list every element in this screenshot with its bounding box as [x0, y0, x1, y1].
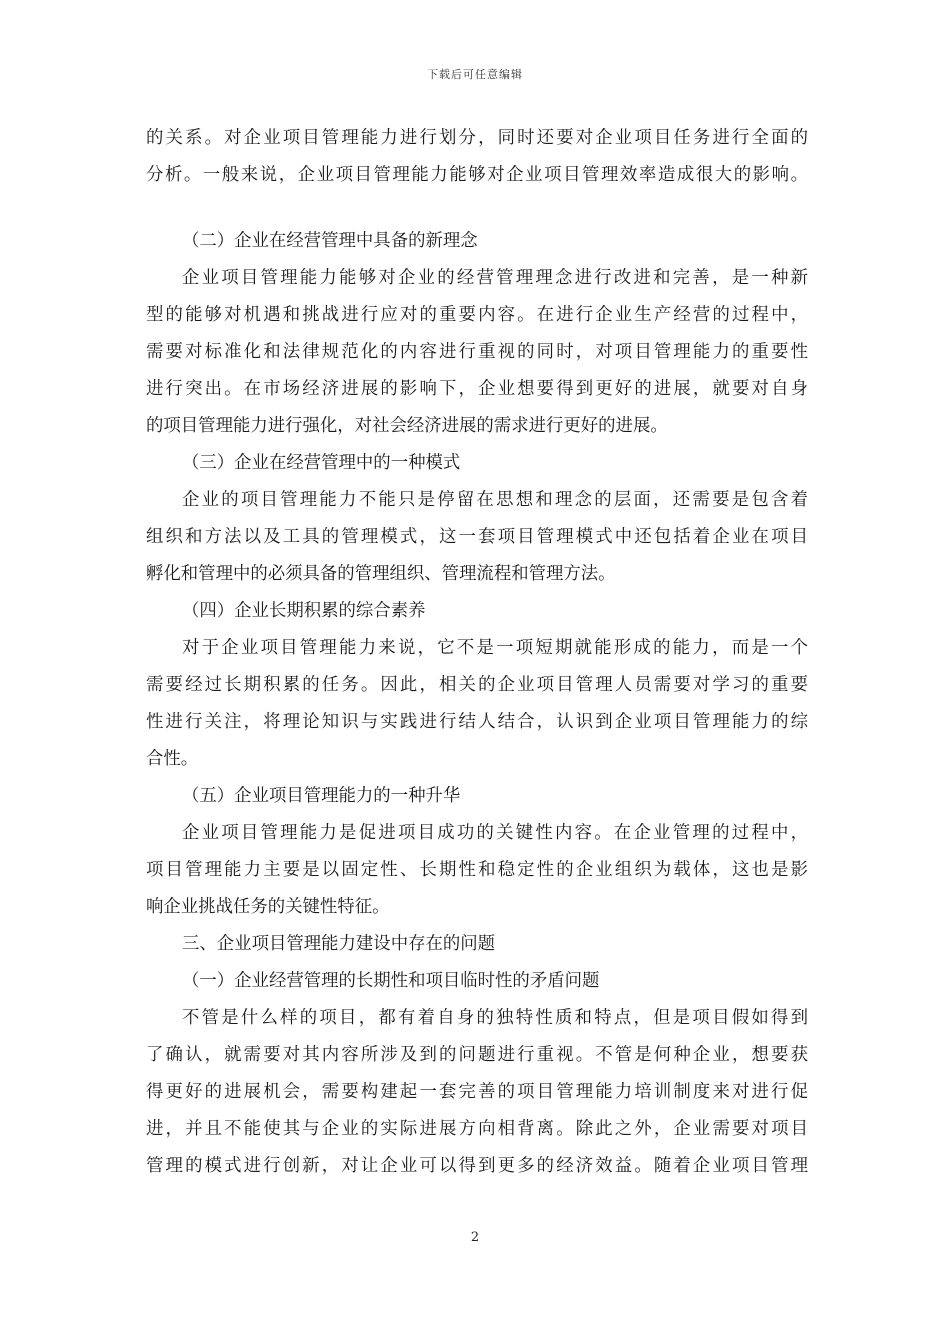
paragraph-line: 分析。一般来说，企业项目管理能力能够对企业项目管理效率造成很大的影响。 [146, 165, 808, 185]
paragraph-spacer [146, 194, 808, 223]
paragraph-line: 进行突出。在市场经济进展的影响下，企业想要得到更好的进展，就要对自身 [146, 379, 808, 399]
paragraph-line: 企业项目管理能力是促进项目成功的关键性内容。在企业管理的过程中， [182, 823, 808, 843]
paragraph-line: 需要对标准化和法律规范化的内容进行重视的同时，对项目管理能力的重要性 [146, 342, 808, 362]
section-heading: （五）企业项目管理能力的一种升华 [182, 786, 461, 806]
section-heading: （二）企业在经营管理中具备的新理念 [182, 231, 478, 251]
paragraph-line: 的关系。对企业项目管理能力进行划分，同时还要对企业项目任务进行全面的 [146, 128, 808, 148]
paragraph-line: 不管是什么样的项目，都有着自身的独特性质和特点，但是项目假如得到 [182, 1008, 808, 1028]
section-heading: （一）企业经营管理的长期性和项目临时性的矛盾问题 [182, 971, 600, 991]
paragraph-line: 得更好的进展机会，需要构建起一套完善的项目管理能力培训制度来对进行促 [146, 1082, 808, 1102]
page-number: 2 [470, 1230, 480, 1245]
paragraph-line: 对于企业项目管理能力来说，它不是一项短期就能形成的能力，而是一个 [182, 638, 808, 658]
paragraph-line: 了确认，就需要对其内容所涉及到的问题进行重视。不管是何种企业，想要获 [146, 1045, 808, 1065]
paragraph-line: 合性。 [146, 749, 199, 769]
paragraph-line: 企业的项目管理能力不能只是停留在思想和理念的层面，还需要是包含着 [182, 490, 808, 510]
page-header: 下载后可任意编辑 [427, 68, 523, 81]
paragraph-line: 的项目管理能力进行强化，对社会经济进展的需求进行更好的进展。 [146, 416, 668, 436]
section-heading: （三）企业在经营管理中的一种模式 [182, 453, 461, 473]
paragraph-line: 组织和方法以及工具的管理模式，这一套项目管理模式中还包括着企业在项目 [146, 527, 808, 547]
paragraph-line: 孵化和管理中的必须具备的管理组织、管理流程和管理方法。 [146, 564, 616, 584]
paragraph-line: 响企业挑战任务的关键性特征。 [146, 897, 390, 917]
paragraph-line: 性进行关注，将理论知识与实践进行结人结合，认识到企业项目管理能力的综 [146, 712, 808, 732]
paragraph-line: 进，并且不能使其与企业的实际进展方向相背离。除此之外，企业需要对项目 [146, 1119, 808, 1139]
paragraph-line: 企业项目管理能力能够对企业的经营管理理念进行改进和完善，是一种新 [182, 268, 808, 288]
section-heading: （四）企业长期积累的综合素养 [182, 601, 426, 621]
paragraph-line: 型的能够对机遇和挑战进行应对的重要内容。在进行企业生产经营的过程中， [146, 305, 808, 325]
paragraph-line: 项目管理能力主要是以固定性、长期性和稳定性的企业组织为载体，这也是影 [146, 860, 808, 880]
document-body [146, 120, 808, 1185]
paragraph-line: 需要经过长期积累的任务。因此，相关的企业项目管理人员需要对学习的重要 [146, 675, 808, 695]
paragraph-line: 管理的模式进行创新，对让企业可以得到更多的经济效益。随着企业项目管理 [146, 1156, 808, 1176]
chapter-heading: 三、企业项目管理能力建设中存在的问题 [182, 934, 496, 954]
